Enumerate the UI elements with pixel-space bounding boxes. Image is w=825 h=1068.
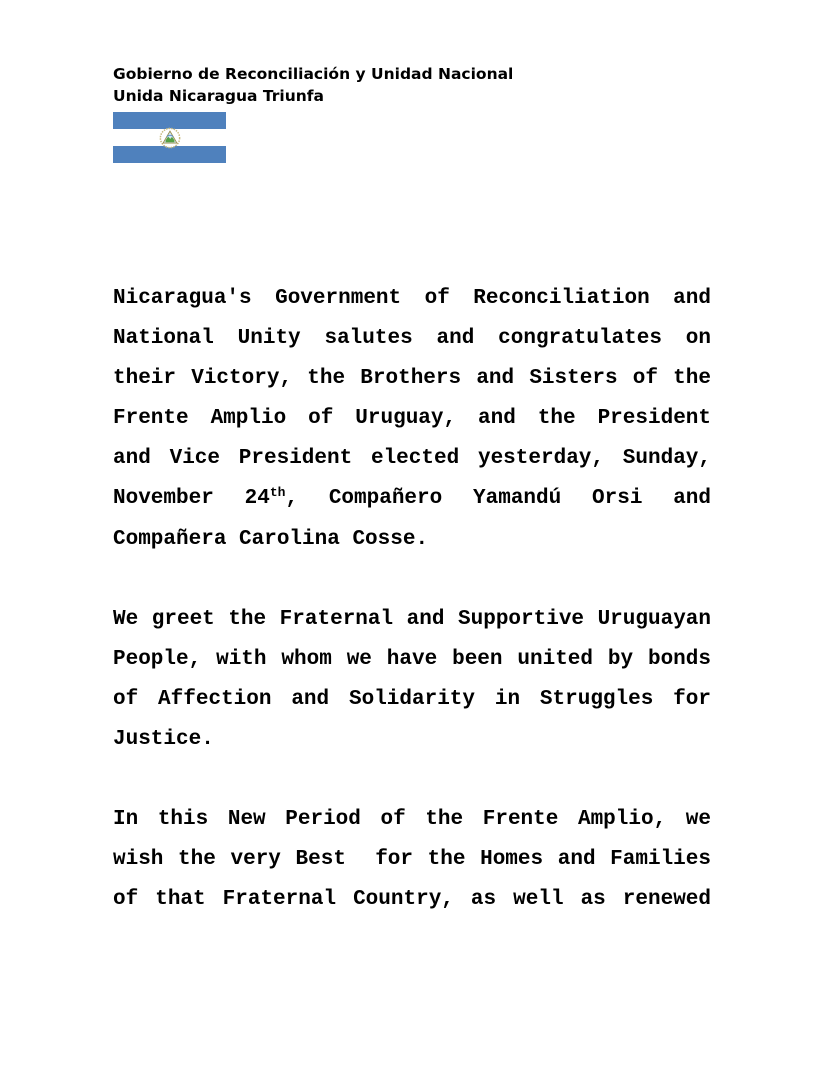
letterhead-line-2: Unida Nicaragua Triunfa: [113, 87, 325, 105]
letter-line: and Vice President elected yesterday, Sunday,: [113, 447, 711, 470]
letter-line: of that Fraternal Country, as well as renewed: [113, 888, 711, 911]
letterhead: [113, 63, 513, 107]
paragraph-2: [113, 600, 711, 760]
nicaragua-flag-icon: [113, 112, 226, 163]
ordinal-superscript: th: [269, 485, 286, 501]
letter-line: of Affection and Solidarity in Struggles for: [113, 688, 711, 711]
letter-line: People, with whom we have been united by bonds: [113, 648, 711, 671]
letter-body: [113, 279, 711, 920]
letter-line: National Unity salutes and congratulates on: [113, 327, 711, 350]
coat-of-arms-icon: [159, 127, 181, 149]
letter-line: In this New Period of the Frente Amplio, we: [113, 808, 711, 831]
letter-line: Nicaragua's Government of Reconciliation and: [113, 287, 711, 310]
letter-line: We greet the Fraternal and Supportive Uruguayan: [113, 608, 711, 631]
flag-stripe-bottom: [113, 146, 226, 163]
paragraph-1: [113, 279, 711, 560]
letter-line-with-superscript: [113, 479, 711, 520]
letter-line: Frente Amplio of Uruguay, and the President: [113, 407, 711, 430]
letter-line: Compañera Carolina Cosse.: [113, 528, 429, 551]
letter-line: their Victory, the Brothers and Sisters of the: [113, 367, 711, 390]
letter-line: Justice.: [113, 728, 214, 751]
paragraph-3: [113, 800, 711, 920]
letterhead-line-1: Gobierno de Reconciliación y Unidad Nacional: [113, 65, 514, 83]
letter-line: wish the very Best for the Homes and Families: [113, 848, 711, 871]
date-prefix: November 24: [113, 487, 270, 510]
date-suffix: , Compañero Yamandú Orsi and: [285, 487, 712, 510]
